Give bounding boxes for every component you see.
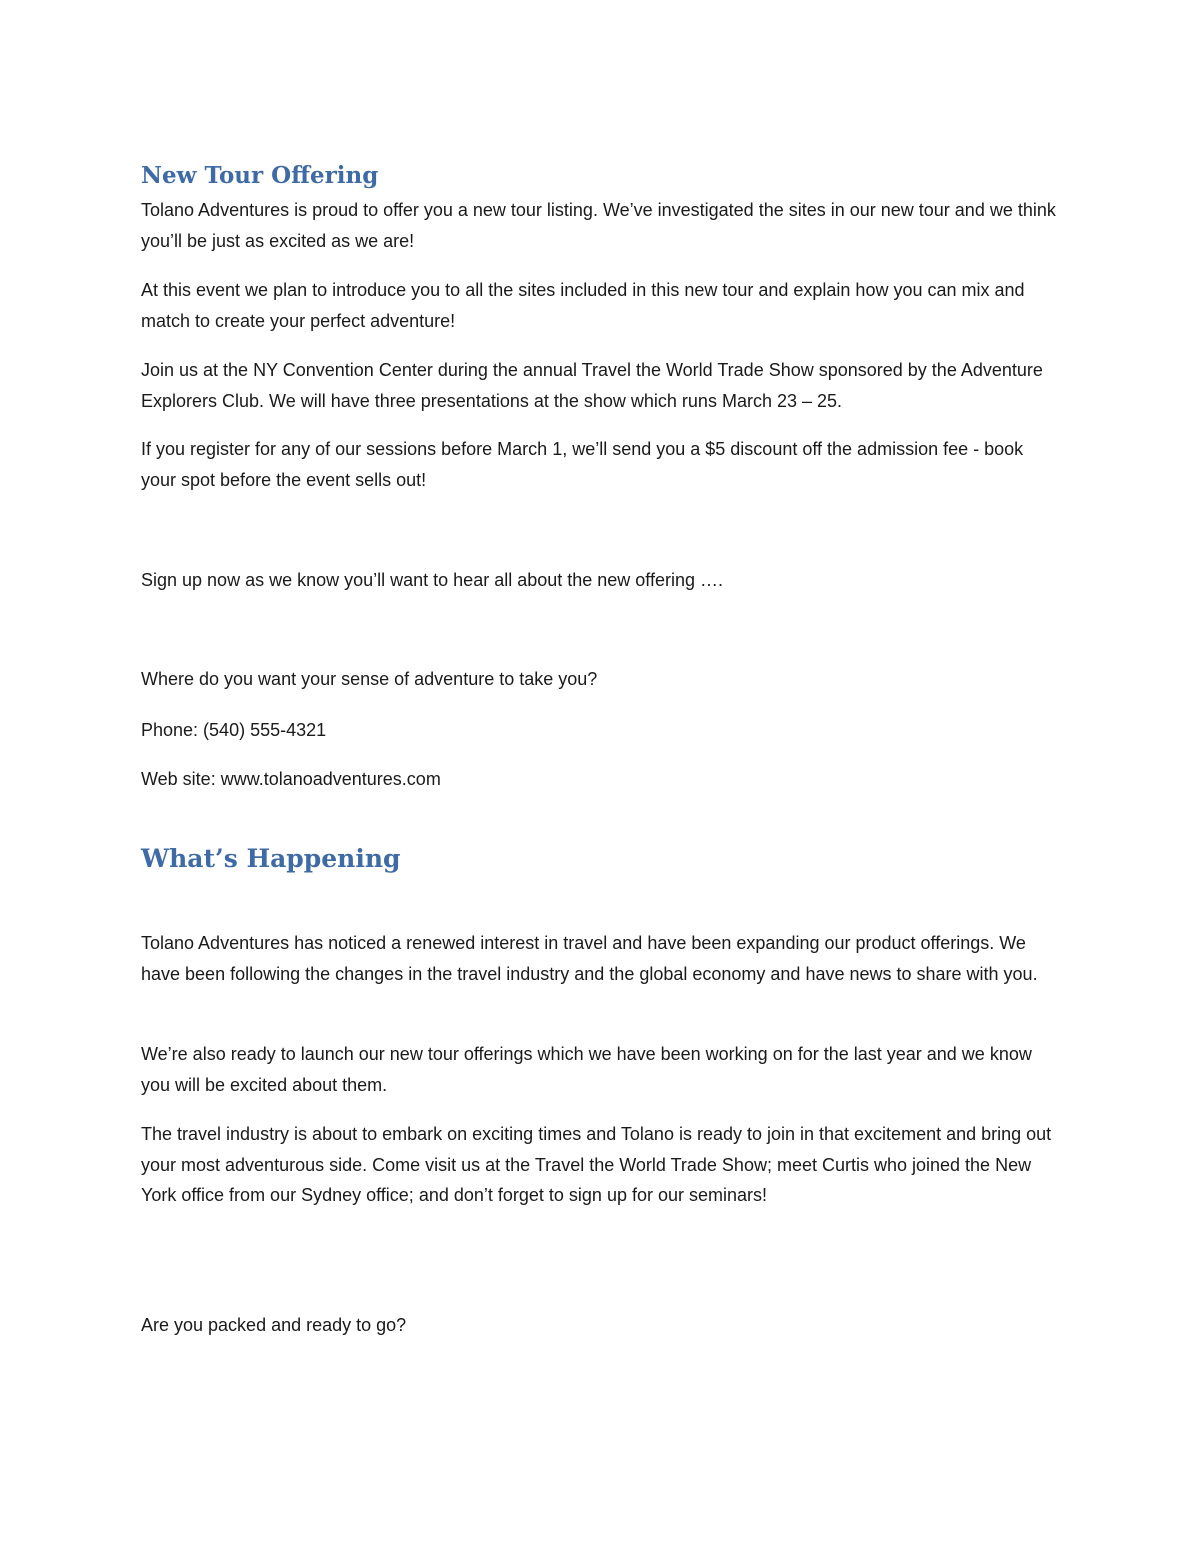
- paragraph-intro: Tolano Adventures is proud to offer you a new tour listing. We’ve investigated the sites in our new tour and we think you’ll be just as excited as we are!: [141, 200, 1056, 251]
- paragraph-registration-discount: If you register for any of our sessions before March 1, we’ll send you a $5 discount off the admission fee - book your spot before the event sells out!: [141, 439, 1024, 490]
- paragraph-travel-industry: The travel industry is about to embark on exciting times and Tolano is ready to join in that excitement and bring out your most adventurous side. Come visit us at the Travel the World Trade Show; meet Curtis who joined the New York office from our Sydney office; and don’t forget to sign up for our seminars!: [141, 1124, 1052, 1205]
- paragraph-launch-tour: We’re also ready to launch our new tour offerings which we have been working on for the last year and we know you will be excited about them.: [141, 1044, 1032, 1095]
- section-heading-whats-happening: What’s Happening: [141, 844, 401, 873]
- contact-phone: Phone: (540) 555-4321: [141, 720, 327, 740]
- section-heading-new-tour-offering: New Tour Offering: [141, 162, 379, 189]
- paragraph-event-plan: At this event we plan to introduce you to all the sites included in this new tour and explain how you can mix and match to create your perfect adventure!: [141, 280, 1025, 331]
- paragraph-renewed-interest: Tolano Adventures has noticed a renewed interest in travel and have been expanding our product offerings. We have been following the changes in the travel industry and the global economy and have news to share with you.: [141, 933, 1038, 984]
- paragraph-sign-up: Sign up now as we know you’ll want to hear all about the new offering ….: [141, 570, 724, 590]
- paragraph-packed-ready: Are you packed and ready to go?: [141, 1315, 407, 1335]
- contact-website: Web site: www.tolanoadventures.com: [141, 769, 441, 789]
- paragraph-sense-of-adventure: Where do you want your sense of adventure to take you?: [141, 669, 598, 689]
- paragraph-convention-center: Join us at the NY Convention Center during the annual Travel the World Trade Show sponsored by the Adventure Explorers Club. We will have three presentations at the show which runs March 23 – 25.: [141, 360, 1043, 411]
